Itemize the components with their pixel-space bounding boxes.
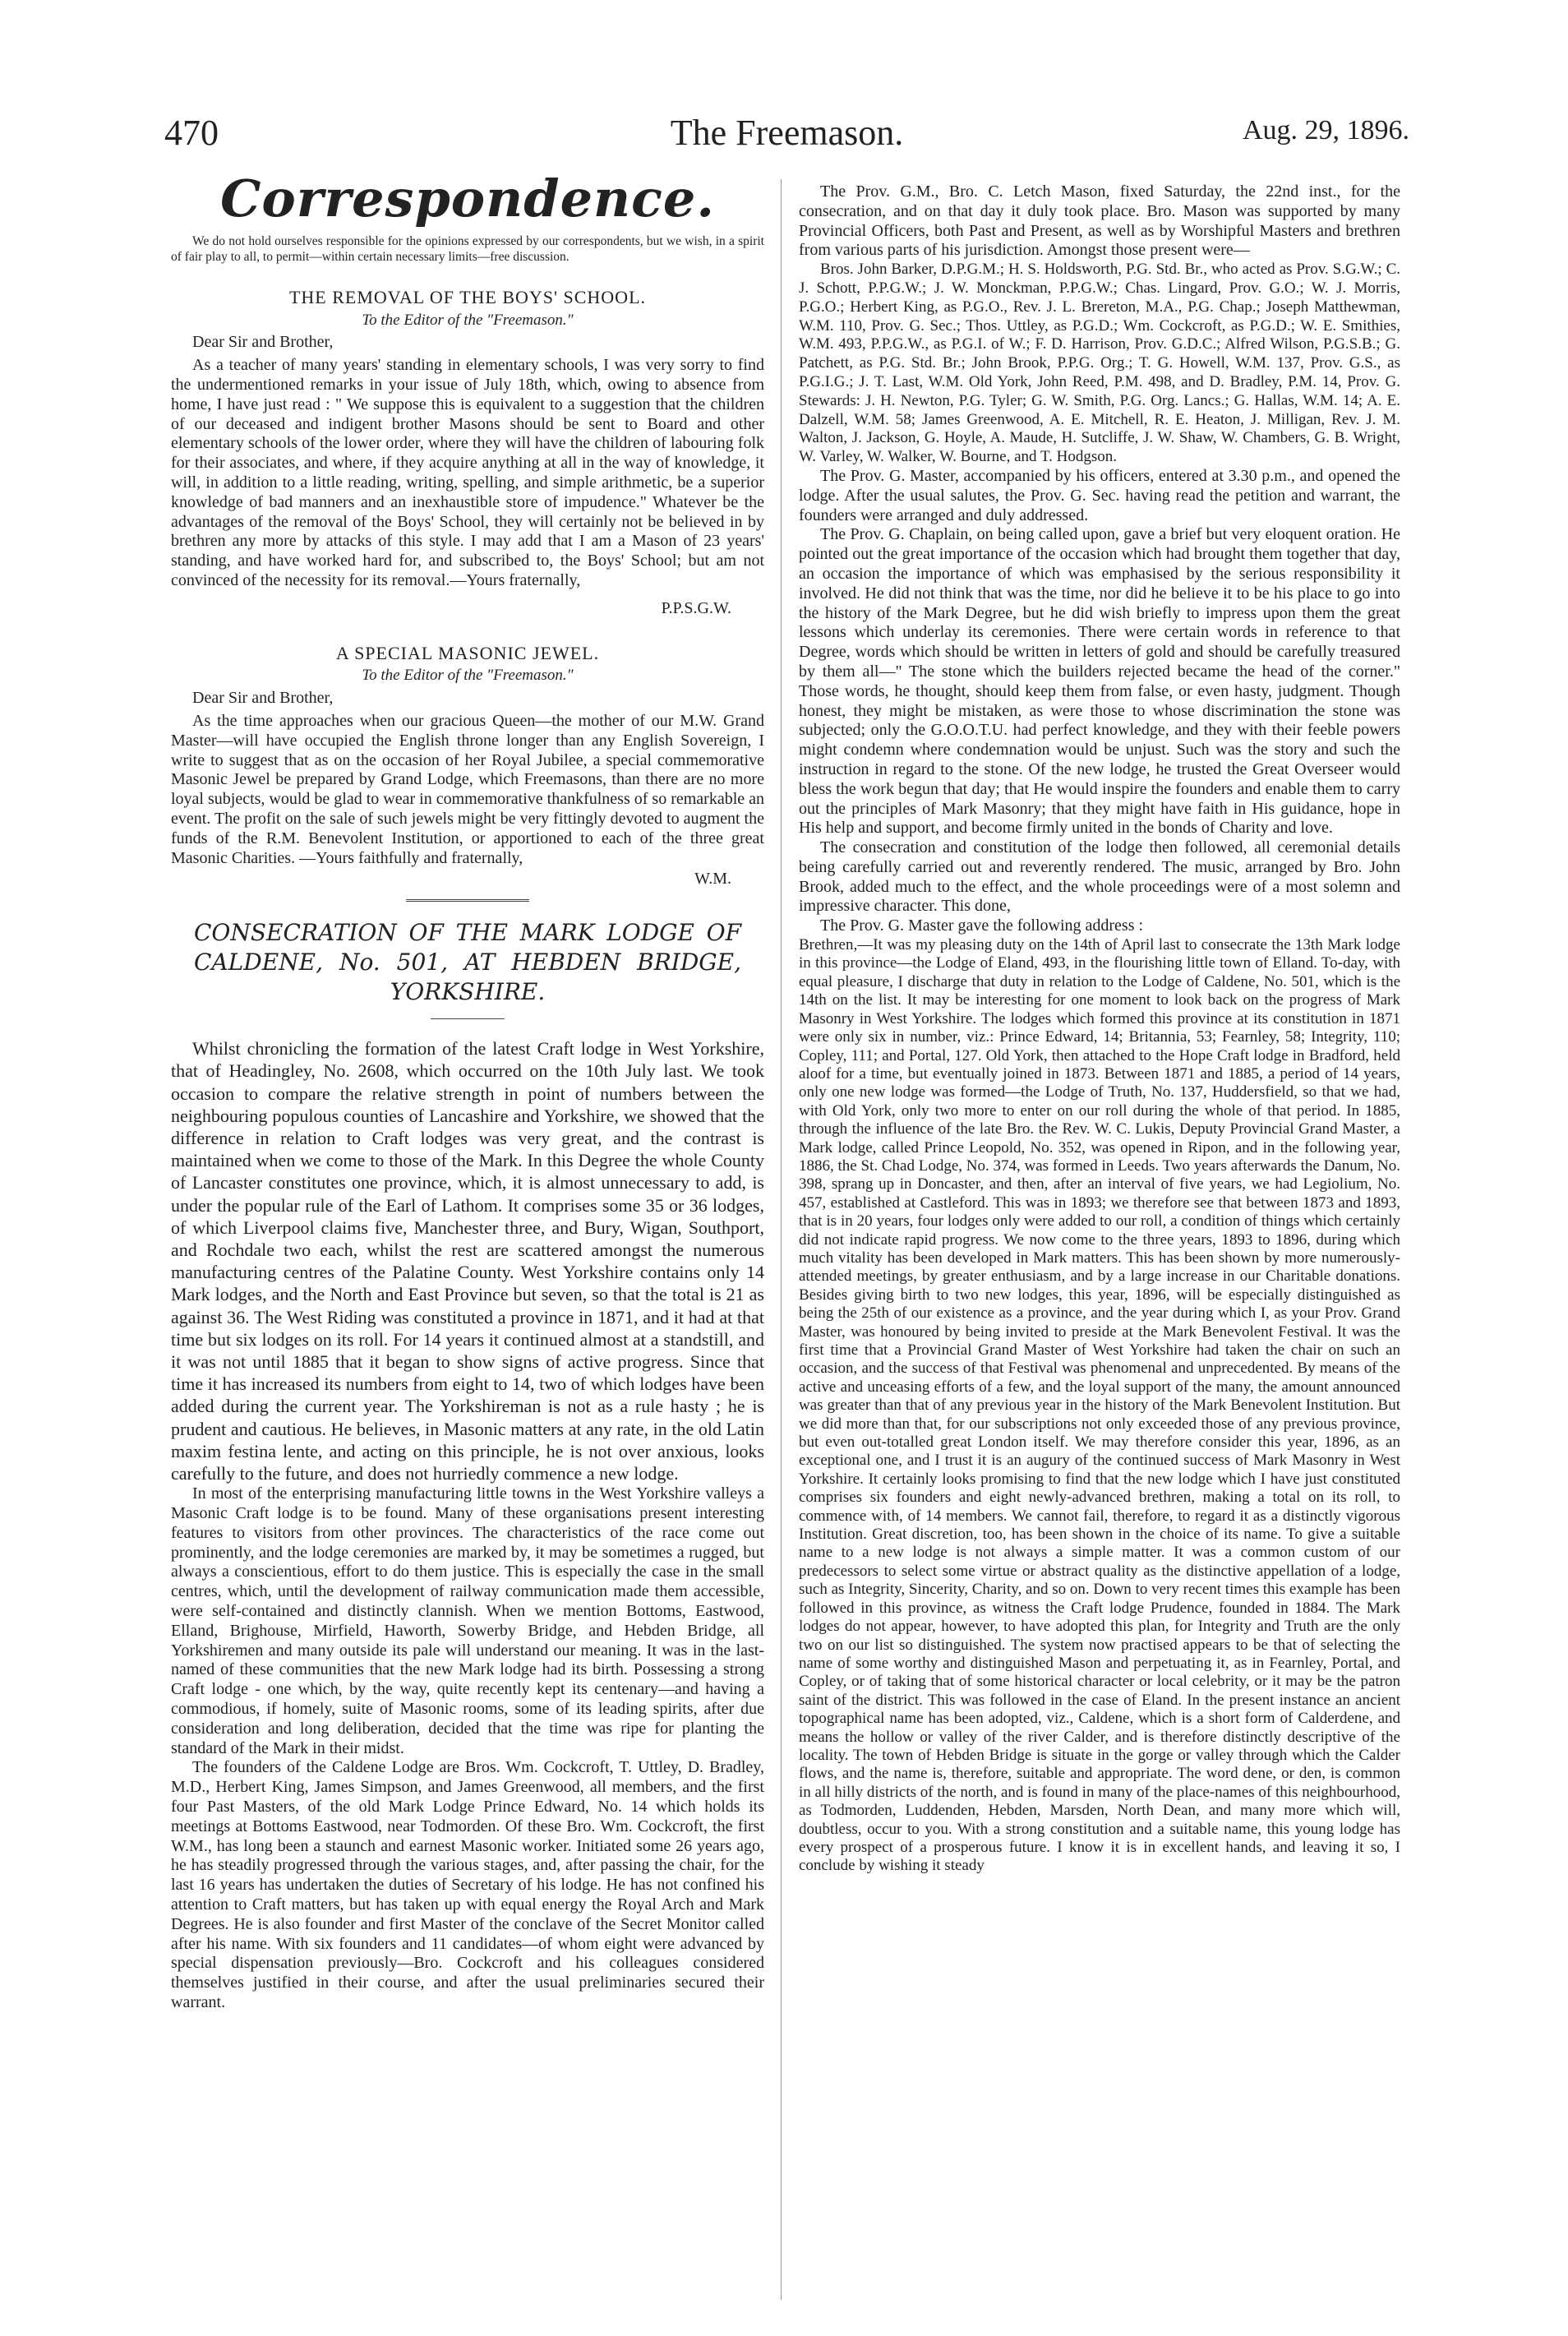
heading-rule	[431, 1018, 505, 1019]
letter-title: THE REMOVAL OF THE BOYS' SCHOOL.	[288, 286, 647, 307]
column-divider	[781, 179, 782, 2300]
paper-title: The Freemason.	[670, 113, 904, 153]
page-number: 470	[164, 113, 219, 153]
section-divider	[406, 899, 529, 903]
article-paragraph: In most of the enterprising manufacturing little towns in the West Yorkshire valleys a Masonic Craft lodge is to be found. Many of these organisations present interesting features to visitors from other provinces. The characteristics of the race come out prominently, and the lodge ceremonies are marked by, it may be sometimes a rugged, but always a conscientious, effort to do them justice. This is especially the case in the small centres, which, until the development of railway communication made them accessible, were self-contained and distinctly clannish. When we mention Bottoms, Eastwood, Elland, Brighouse, Mirfield, Haworth, Sowerby Bridge, and Hebden Bridge, all Yorkshiremen and many outside its pale will understand our meaning. It was in the last-named of these communities that the new Mark lodge had its birth. Possessing a strong Craft lodge - one which, by the way, quite recently kept its centenary—and having a commodious, if homely, suite of Masonic rooms, some of its leading spirits, after due consideration and long deliberation, decided that the time was ripe for planting the standard of the Mark in their midst.	[171, 1484, 764, 1757]
article-paragraph: Whilst chronicling the formation of the latest Craft lodge in West Yorkshire, that of Headingley, No. 2608, which occurred on the 10th July last. We took occasion to compare the relative strength in point of numbers between the neighbouring populous counties of Lancashire and Yorkshire, we showed that the difference in relation to Craft lodges was very great, and the contrast is maintained when we come to those of the Mark. In this Degree the whole County of Lancaster constitutes one province, which, it is almost unnecessary to add, is under the popular rule of the Earl of Lathom. It comprises some 35 or 36 lodges, of which Liverpool claims five, Manchester three, and Bury, Wigan, Southport, and Rochdale two each, whilst the rest are scattered amongst the numerous manufacturing centres of the Palatine County. West Yorkshire contains only 14 Mark lodges, and the North and East Province but seven, so that the total is 21 as against 36. The West Riding was constituted a province in 1871, and it had at that time but six lodges on its roll. For 14 years it continued almost at a standstill, and it was not until 1885 that it began to show signs of active progress. Since that time it has increased its numbers from eight to 14, two of which lodges have been added during the current year. The Yorkshireman is not as a rule hasty ; he is prudent and cautious. He believes, in Masonic matters at any rate, in the old Latin maxim festina lente, and acting on this principle, he is not over anxious, looks carefully to the future, and does not hurriedly commence a new lodge.	[171, 1038, 764, 1484]
letter-salutation: Dear Sir and Brother,	[192, 333, 334, 352]
address-paragraph: Brethren,—It was my pleasing duty on the 14th of April last to consecrate the 13th Mark lodge in this province—the Lodge of Eland, 493, in the flourishing little town of Elland. To-day, with equal pleasure, I discharge that duty in relation to the Lodge of Caldene, No. 501, which is the 14th on the list. It may be interesting for one moment to look back on the progress of Mark Masonry in West Yorkshire. The lodges which formed this province at its constitution in 1871 were only six in number, viz.: Prince Edward, 14; Britannia, 53; Fearnley, 58; Integrity, 110; Copley, 111; and Portal, 127. Old York, then attached to the Hope Craft lodge in Bradford, held aloof for a time, but eventually joined in 1873. Between 1871 and 1885, a period of 14 years, only one new lodge was formed—the Lodge of Truth, No. 137, Huddersfield, so that we had, with Old York, only two more to enter on our roll during the whole of that period. In 1885, through the influence of the late Bro. the Rev. W. C. Lukis, Deputy Provincial Grand Master, a Mark lodge, called Prince Leopold, No. 352, was opened in Ripon, and in the following year, 1886, the St. Chad Lodge, No. 374, was formed in Leeds. Two years afterwards the Danum, No. 398, sprang up in Doncaster, and then, after an interval of five years, we had Legiolium, No. 457, established at Castleford. This was in 1893; we therefore see that between 1873 and 1893, that is in 20 years, four lodges only were added to our roll, a condition of things which certainly did not indicate rapid progress. We now come to the three years, 1893 to 1896, during which much vitality has been developed in Mark matters. This has been shown by more numerously-attended meetings, by greater enthusiasm, and by a large increase in our Charitable donations. Besides giving birth to two new lodges, this year, 1896, will be especially distinguished as being the 25th of our existence as a province, and the year during which I, as your Prov. Grand Master, was honoured by being invited to preside at the Mark Benevolent Festival. It was the first time that a Provincial Grand Master of West Yorkshire had taken the chair on such an occasion, and the success of that Festival was phenomenal and unprecedented. By means of the active and unceasing efforts of a few, and the loyal support of the many, the amount announced was greater than that of any previous year in the history of the Mark Benevolent Institution. But we did more than that, for our subscriptions not only exceeded those of any previous province, but even out-totalled great London itself. We may therefore consider this year, 1896, as an exceptional one, and I trust it is an augury of the continued success of Mark Masonry in West Yorkshire. It certainly looks promising to find that the new lodge which I have just constituted comprises six founders and eight newly-advanced brethren, making a total on its roll, to commence with, of 14 members. We cannot fail, therefore, to regard it as a distinctly vigorous Institution. Great discretion, too, has been shown in the choice of its name. To give a suitable name to a new lodge is not always a simple matter. It was a common custom of our predecessors to select some virtue or abstract quality as the distinctive appellation of a lodge, such as Integrity, Sincerity, Charity, and so on. Down to very recent times this example has been followed in this province, as witness the Craft lodge Prudence, founded in 1884. The Mark lodges do not appear, however, to have adopted this plan, for Integrity and Truth are the only two on our list so distinguished. The system now practised appears to be that of selecting the name of some worthy and distinguished Mason and perpetuating it, as in Fearnley, Portal, and Copley, or of taking that of some historical character or local celebrity, or it may be the patron saint of the district. This was followed in the case of Eland. In the present instance an ancient topographical name has been adopted, viz., Caldene, which is a short form of Calderdene, and means the hollow or valley of the river Calder, and is therefore distinctly descriptive of the locality. The town of Hebden Bridge is situate in the gorge or valley through which the Calder flows, and the name is, therefore, suitable and appropriate. The word dene, or den, is common in all hilly districts of the north, and is found in many of the place-names of this neighbourhood, as Todmorden, Luddenden, Hebden, Marsden, North Dean, and many more which will, doubtless, occur to you. With a strong constitution and a suitable name, this young lodge has every prospect of a prosperous future. I know it is in excellent hands, and leaving it so, I conclude by wishing it steady	[799, 936, 1400, 1875]
address-text	[799, 936, 1400, 1876]
article-paragraph: The Prov. G. Master, accompanied by his officers, entered at 3.30 p.m., and opened the lodge. After the usual salutes, the Prov. G. Sec. having read the petition and warrant, the founders were arranged and duly addressed.	[799, 466, 1400, 524]
article-paragraph: The Prov. G.M., Bro. C. Letch Mason, fixed Saturday, the 22nd inst., for the consecration, and on that day it duly took place. Bro. Mason was supported by many Provincial Officers, both Past and Present, as well as by Worshipful Masters and brethren from various parts of his jurisdiction. Amongst those present were—	[799, 182, 1400, 260]
article-paragraph: The Prov. G. Master gave the following address :	[820, 916, 1144, 935]
article-paragraph: The founders of the Caldene Lodge are Bros. Wm. Cockcroft, T. Uttley, D. Bradley, M.D., Herbert King, James Simpson, and James Greenwood, all members, and the first four Past Masters, of the old Mark Lodge Prince Edward, No. 14 which holds its meetings at Bottoms Eastwood, near Todmorden. Of these Bro. Wm. Cockcroft, the first W.M., has long been a staunch and earnest Masonic worker. Initiated some 26 years ago, he has steadily progressed through the various stages, and, after passing the chair, for the last 16 years has undertaken the duties of Secretary of his lodge. He has not confined his attention to Craft matters, but has taken up with equal energy the Royal Arch and Mark Degrees. He is also founder and first Master of the conclave of the Secret Monitor called after his name. With six founders and 11 candidates—of whom eight were advanced by special dispensation previously—Bro. Cockcroft and his colleagues considered themselves justified in their course, and after the usual preliminaries secured their warrant.	[171, 1758, 764, 2011]
article-heading: CONSECRATION OF THE MARK LODGE OF CALDENE, No. 501, AT HEBDEN BRIDGE, YORKSHIRE.	[194, 919, 741, 1006]
letter-body: As a teacher of many years' standing in elementary schools, I was very sorry to find the undermentioned remarks in your issue of July 18th, which, owing to absence from home, I have just read : " We suppose this is equivalent to a suggestion that the children of our deceased and indigent brother Masons should be sent to Board and other elementary schools of the lower order, where they will have the children of labouring folk for their associates, and where, if they acquire anything at all in the way of knowledge, it will, in addition to a little reading, writing, spelling, and simple arithmetic, be a superior knowledge of bad manners and an inexhaustible store of impudence." Whatever be the advantages of the removal of the Boys' School, they will certainly not be believed in by brethren any more by attacks of this style. I may add that I am a Mason of 23 years' standing, and have worked hard for, and subscribed to, the Boys' School; but am not convinced of the necessity for its removal.—Yours fraternally,	[171, 356, 764, 589]
editorial-disclaimer: We do not hold ourselves responsible for the opinions expressed by our correspondents, but we wish, in a spirit of fair play to all, to permit—within certain necessary limits—free discussion.	[171, 233, 764, 264]
letter-title: A SPECIAL MASONIC JEWEL.	[335, 642, 600, 663]
letter-salutation: Dear Sir and Brother,	[192, 689, 334, 708]
section-heading: Correspondence.	[220, 169, 715, 229]
article-paragraph: The consecration and constitution of the lodge then followed, all ceremonial details being carefully carried out and reverently rendered. The music, arranged by Bro. John Brook, added much to the effect, and the whole proceedings were of a most solemn and impressive character. This done,	[799, 838, 1400, 916]
issue-date: Aug. 29, 1896.	[1242, 115, 1409, 145]
letter-addressee: To the Editor of the "Freemason."	[362, 311, 574, 329]
letter-signature: P.P.S.G.W.	[661, 598, 731, 617]
left-column	[171, 169, 765, 2013]
letter-body: As the time approaches when our gracious Queen—the mother of our M.W. Grand Master—will have occupied the English throne longer than any English Sovereign, I write to suggest that as on the occasion of her Royal Jubilee, a special commemorative Masonic Jewel be prepared by Grand Lodge, which Freemasons, than there are no more loyal subjects, would be glad to wear in commemorative thankfulness of so remarkable an event. The profit on the sale of such jewels might be very fittingly devoted to augment the funds of the R.M. Benevolent Institution, or apportioned to each of the three great Masonic Charities. —Yours faithfully and fraternally,	[171, 711, 765, 867]
attendees-list: Bros. John Barker, D.P.G.M.; H. S. Holdsworth, P.G. Std. Br., who acted as Prov. S.G.W.; C. J. Schott, P.P.G.W.; J. W. Monckman, P.P.G.W.; Chas. Lingard, Prov. G.O.; W. J. Morris, P.G.O.; Herbert King, as P.G.O., Rev. J. L. Brereton, M.A., P.G. Chap.; Joseph Matthewman, W.M. 110, Prov. G. Sec.; Thos. Uttley, as P.G.D.; Wm. Cockcroft, as P.G.D.; W. E. Smithies, W.M. 493, P.P.G.W., as P.G.I. of W.; F. D. Harrison, Prov. G.D.C.; Alfred Wilson, P.G.S.B.; G. Patchett, as P.G. Std. Br.; John Brook, P.P.G. Org.; T. G. Howell, W.M. 137, Prov. G.S., as P.G.I.G.; J. T. Last, W.M. Old York, John Reed, P.M. 498, and D. Bradley, P.M. 14, Prov. G. Stewards: J. H. Newton, P.G. Tyler; G. W. Smith, P.G. Org. Lancs.; G. Hallas, W.M. 14; A. E. Dalzell, W.M. 58; James Greenwood, A. E. Mitchell, R. E. Heaton, J. Milligan, Rev. J. M. Walton, J. Jackson, G. Hoyle, A. Maude, H. Sutcliffe, J. W. Shaw, W. Chambers, G. B. Wright, W. Varley, W. Walker, W. Bourne, and T. Hodgson.	[799, 261, 1400, 466]
article-paragraph: The Prov. G. Chaplain, on being called upon, gave a brief but very eloquent oration. He pointed out the great importance of the occasion which had brought them together that day, an occasion the importance of which was emphasised by the serious responsibility it involved. He did not think that was the time, nor did he believe it to be his place to go into the history of the Mark Degree, but he did wish briefly to impress upon them the great lessons which underlay its ceremonies. There were certain words in reference to that Degree, words which should be written in letters of gold and should be carefully treasured by them all—" The stone which the builders rejected became the head of the corner." Those words, he thought, should keep them from false, or even hasty, judgment. Though honest, they might be mistaken, as were those to whose discrimination the stone was subjected; only the G.O.O.T.U. had perfect knowledge, and they with their feeble powers might condemn where condemnation would be unjust. Such was the story and such the instruction in regard to the stone. Of the new lodge, he trusted the Great Overseer would bless the work begun that day; that He would inspire the founders and enable them to carry out the principles of Mark Masonry; that they might have faith in His guidance, hope in His help and support, and become firmly united in the bonds of Charity and love.	[799, 525, 1400, 838]
letter-signature: W.M.	[694, 870, 731, 889]
right-column	[799, 182, 1400, 1876]
letter-addressee: To the Editor of the "Freemason."	[362, 667, 574, 685]
page-header	[164, 112, 1409, 161]
